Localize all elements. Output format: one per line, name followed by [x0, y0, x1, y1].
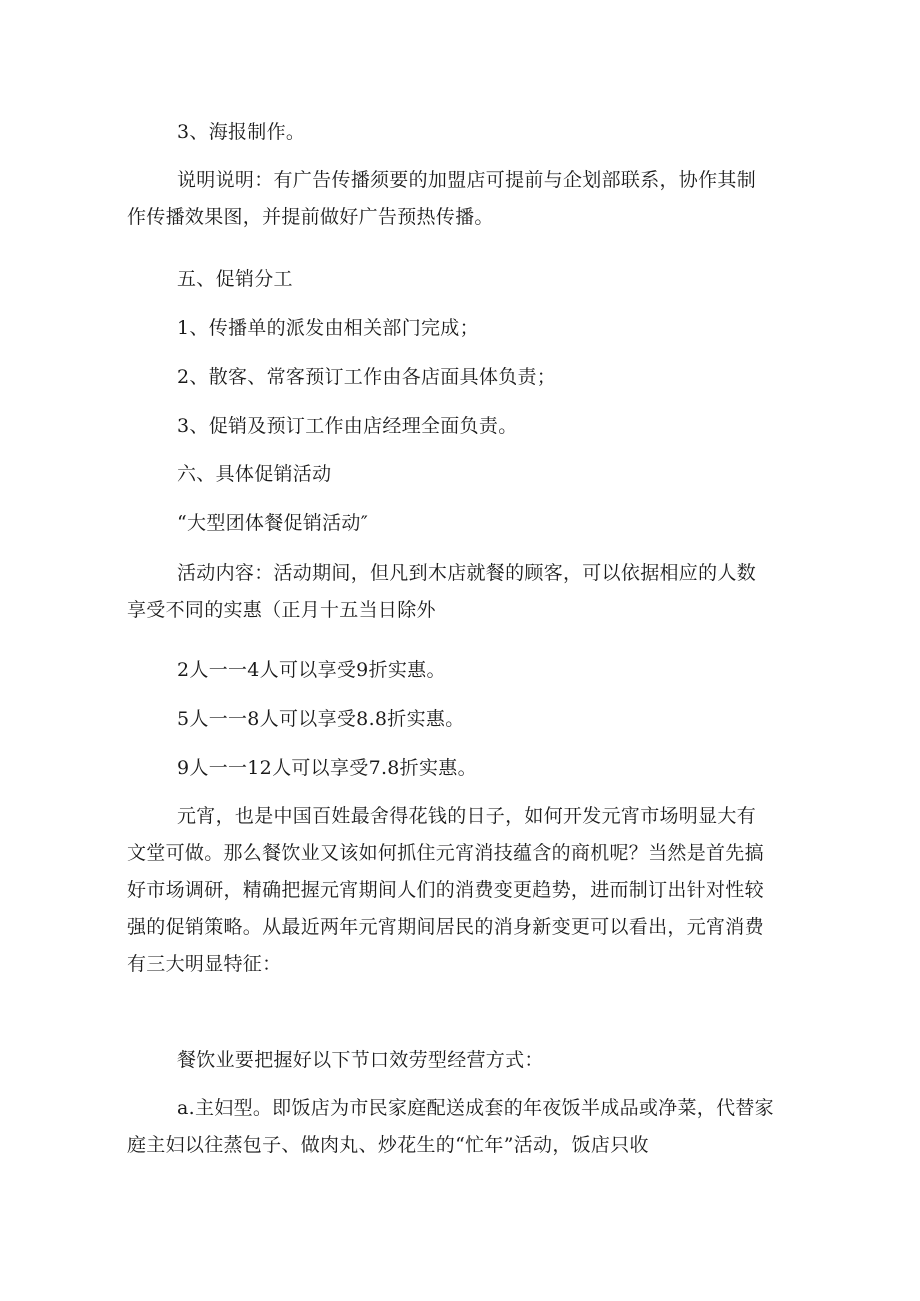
text-line: 享受不同的实惠（正月十五当日除外 — [127, 599, 436, 621]
text-line: 文堂可做。那么餐饮业又该如何抓住元宵消技蕴含的商机呢？当然是首先搞 — [127, 842, 764, 864]
paragraph — [127, 750, 807, 787]
paragraph — [127, 1042, 807, 1079]
text-line: 说明说明：有广告传播须要的加盟店可提前与企划部联系，协作其制 — [177, 169, 757, 191]
text-line: 2、散客、常客预订工作由各店面具体负责； — [177, 366, 557, 388]
paragraph — [127, 701, 807, 738]
paragraph — [127, 114, 807, 151]
text-line: 活动内容：活动期间，但凡到木店就餐的顾客，可以依据相应的人数 — [177, 562, 757, 584]
section-heading — [127, 261, 807, 298]
text-line: 六、具体促销活动 — [177, 463, 332, 485]
paragraph — [127, 1090, 807, 1164]
text-line: 作传播效果图，并提前做好广告预热传播。 — [127, 206, 494, 228]
paragraph — [127, 505, 807, 542]
text-line: 元宵，也是中国百姓最舍得花钱的日子，如何开发元宵市场明显大有 — [177, 805, 757, 827]
text-line: 有三大明显特征： — [127, 953, 282, 975]
paragraph — [127, 162, 807, 236]
text-line: 五、促销分工 — [177, 268, 293, 290]
text-line: 1、传播单的派发由相关部门完成； — [177, 317, 479, 339]
paragraph — [127, 359, 807, 396]
section-heading — [127, 456, 807, 493]
paragraph — [127, 798, 807, 983]
paragraph — [127, 555, 807, 629]
text-line: 2人一一4人可以享受9折实惠。 — [177, 659, 446, 681]
paragraph — [127, 408, 807, 445]
text-line: “大型团体餐促销活动″ — [177, 512, 369, 534]
text-line: 餐饮业要把握好以下节口效劳型经营方式： — [177, 1049, 544, 1071]
text-line: 5人一一8人可以享受8.8折实惠。 — [177, 708, 465, 730]
text-line: a.主妇型。即饭店为市民家庭配送成套的年夜饭半成品或净菜，代替家 — [177, 1097, 774, 1119]
text-line: 好市场调研，精确把握元宵期间人们的消费变更趋势，进而制订出针对性较 — [127, 879, 764, 901]
text-line: 3、海报制作。 — [177, 121, 306, 143]
text-line: 强的促销策略。从最近两年元宵期间居民的消身新变更可以看出，元宵消费 — [127, 916, 764, 938]
text-line: 3、促销及预订工作由店经理全面负责。 — [177, 415, 518, 437]
text-line: 9人一一12人可以享受7.8折实惠。 — [177, 757, 477, 779]
paragraph — [127, 310, 807, 347]
text-line: 庭主妇以往蒸包子、做肉丸、炒花生的“忙年”活动，饭店只收 — [127, 1134, 649, 1156]
paragraph — [127, 652, 807, 689]
